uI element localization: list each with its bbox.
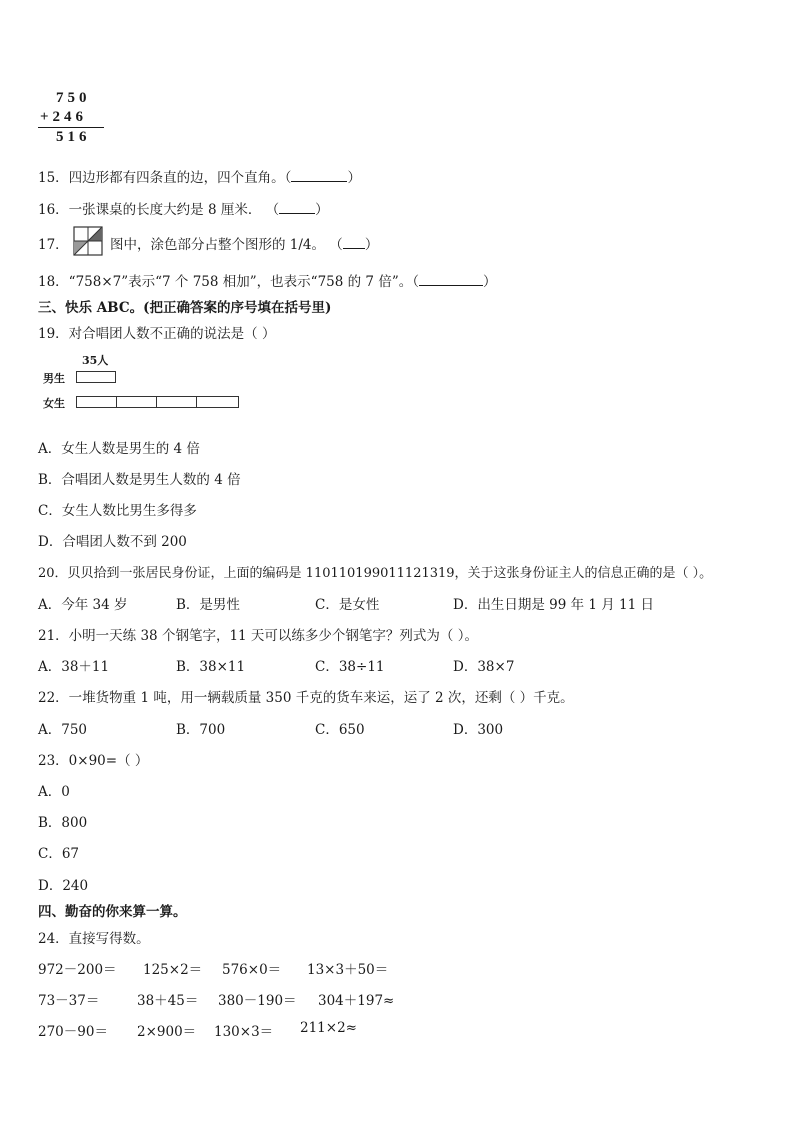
boys-label: 男生: [43, 372, 65, 385]
math-item: 380－190＝: [218, 993, 297, 1009]
option-c[interactable]: C．67: [38, 846, 80, 862]
girls-label: 女生: [43, 397, 65, 410]
shaded-square-figure: [73, 226, 103, 256]
question-16: [38, 198, 329, 218]
question-15: [38, 166, 361, 186]
question-17-text-row: [110, 233, 378, 253]
question-18: [38, 270, 496, 290]
option-a[interactable]: A．今年 34 岁: [38, 597, 128, 613]
boys-bar: [76, 371, 116, 383]
math-item: 2×900＝: [137, 1024, 197, 1040]
option-c[interactable]: C．38÷11: [315, 659, 385, 675]
option-b[interactable]: B．38×11: [176, 659, 246, 675]
option-d[interactable]: D．38×7: [453, 659, 515, 675]
option-b[interactable]: B．700: [176, 722, 226, 738]
option-b[interactable]: B．是男性: [176, 597, 240, 613]
vertical-calculation: [38, 90, 118, 150]
math-item: 73－37＝: [38, 993, 100, 1009]
question-21-stem: 21．小明一天练 38 个钢笔字，11 天可以练多少个钢笔字？列式为（ ）。: [38, 628, 478, 644]
close-paren: ）: [364, 237, 379, 253]
question-18-text: 18．“758×7”表示“7 个 758 相加”，也表示“758 的 7 倍”。（: [38, 274, 419, 290]
calc-operand-row: +246: [40, 109, 88, 125]
calc-result: 516: [56, 129, 91, 145]
math-item: 125×2＝: [143, 962, 203, 978]
bar-top-label: 35人: [82, 354, 109, 367]
option-c[interactable]: C．是女性: [315, 597, 380, 613]
option-d[interactable]: D．合唱团人数不到 200: [38, 534, 187, 550]
math-item: 130×3＝: [214, 1024, 274, 1040]
answer-blank[interactable]: [343, 236, 365, 249]
section-3-heading: 三、快乐 ABC。(把正确答案的序号填在括号里): [38, 300, 332, 316]
chorus-bar-diagram: [40, 352, 250, 412]
close-paren: ）: [347, 170, 361, 186]
question-20-stem: 20．贝贝拾到一张居民身份证，上面的编码是 110110199011121319，关于这张身份证主人的信息正确的是（ ）。: [38, 566, 713, 581]
close-paren: ）: [315, 202, 329, 218]
question-17-number: 17．: [38, 237, 69, 253]
girls-bar-divider: [116, 397, 117, 407]
math-item: 270－90＝: [38, 1024, 108, 1040]
close-paren: ）: [482, 274, 497, 290]
section-4-heading: 四、勤奋的你来算一算。: [38, 904, 187, 920]
option-a[interactable]: A．750: [38, 722, 88, 738]
answer-blank[interactable]: [291, 169, 347, 182]
option-a[interactable]: A．0: [38, 784, 70, 800]
question-19-stem: 19．对合唱团人数不正确的说法是（ ）: [38, 326, 276, 342]
question-22-stem: 22．一堆货物重 1 吨，用一辆载质量 350 千克的货车来运，运了 2 次，还剩（ ）千克。: [38, 690, 574, 706]
answer-blank[interactable]: [279, 201, 315, 214]
option-a[interactable]: A．女生人数是男生的 4 倍: [38, 441, 200, 457]
option-a[interactable]: A．38＋11: [38, 659, 110, 675]
option-b[interactable]: B．合唱团人数是男生人数的 4 倍: [38, 472, 241, 488]
question-23-stem: 23．0×90=（ ）: [38, 753, 149, 769]
calc-top-number: 750: [56, 90, 91, 106]
math-item: 576×0＝: [222, 962, 282, 978]
girls-bar-divider: [196, 397, 197, 407]
question-16-text: 16．一张课桌的长度大约是 8 厘米． （: [38, 202, 280, 218]
math-item: 211×2≈: [300, 1020, 357, 1036]
girls-bar-divider: [156, 397, 157, 407]
option-d[interactable]: D．240: [38, 878, 89, 894]
calc-rule: [38, 127, 104, 128]
question-17: [38, 233, 69, 253]
question-24-stem: 24．直接写得数。: [38, 931, 150, 947]
question-15-text: 15．四边形都有四条直的边，四个直角。（: [38, 170, 292, 186]
math-item: 304＋197≈: [318, 993, 395, 1009]
math-item: 38＋45＝: [137, 993, 199, 1009]
option-d[interactable]: D．300: [453, 722, 504, 738]
question-17-text: 图中，涂色部分占整个图形的 1/4。 （: [110, 237, 343, 253]
option-d[interactable]: D．出生日期是 99 年 1 月 11 日: [453, 597, 655, 613]
answer-blank[interactable]: [419, 273, 483, 286]
math-item: 972－200＝: [38, 962, 117, 978]
option-c[interactable]: C．650: [315, 722, 365, 738]
girls-bar: [76, 396, 239, 408]
option-b[interactable]: B．800: [38, 815, 88, 831]
math-item: 13×3＋50＝: [307, 962, 389, 978]
option-c[interactable]: C．女生人数比男生多得多: [38, 503, 197, 519]
